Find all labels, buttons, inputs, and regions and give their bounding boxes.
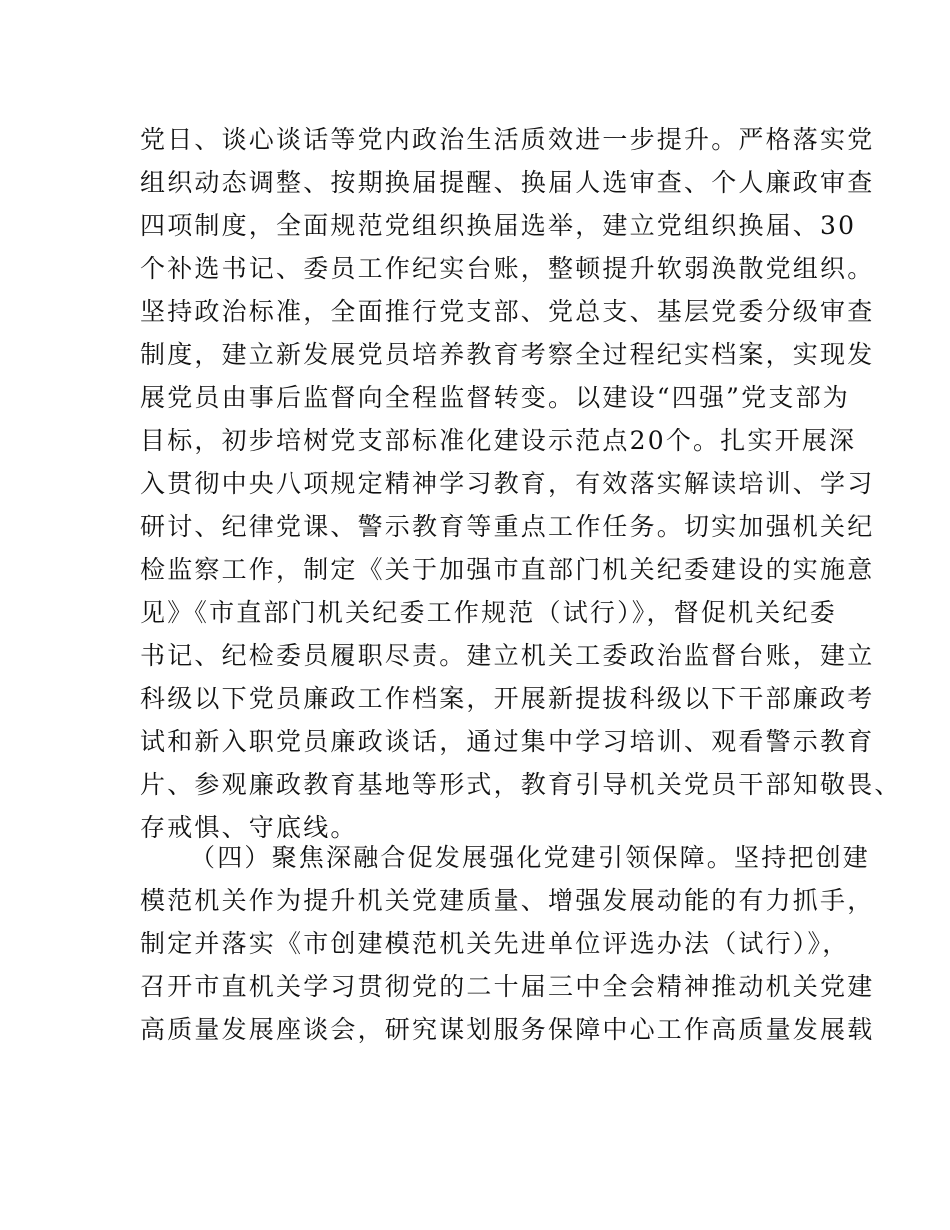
text-line: 高质量发展座谈会，研究谋划服务保障中心工作高质量发展载 [140,1015,875,1044]
text-line: 制度，建立新发展党员培养教育考察全过程纪实档案，实现发 [140,340,875,369]
text-line: 检监察工作，制定《关于加强市直部门机关纪委建设的实施意 [140,555,875,584]
text-line: 个补选书记、委员工作纪实台账，整顿提升软弱涣散党组织。 [140,254,875,283]
text-line: 入贯彻中央八项规定精神学习教育，有效落实解读培训、学习 [140,469,875,498]
text-line: 目标，初步培树党支部标准化建设示范点20个。扎实开展深 [140,426,857,455]
text-line: 组织动态调整、按期换届提醒、换届人选审查、个人廉政审查 [140,168,875,197]
paragraph-party-building-continued [140,118,902,849]
paragraph-section-four [140,836,875,1051]
text-line: 书记、纪检委员履职尽责。建立机关工委政治监督台账，建立 [140,641,875,670]
text-line: 科级以下党员廉政工作档案，开展新提拔科级以下干部廉政考 [140,684,875,713]
text-line: 党日、谈心谈话等党内政治生活质效进一步提升。严格落实党 [140,125,875,154]
text-line: 展党员由事后监督向全程监督转变。以建设“四强”党支部为 [140,383,850,412]
text-line: 试和新入职党员廉政谈话，通过集中学习培训、观看警示教育 [140,727,875,756]
text-line: 坚持政治标准，全面推行党支部、党总支、基层党委分级审查 [140,297,875,326]
text-line: 四项制度，全面规范党组织换届选举，建立党组织换届、30 [140,211,857,240]
text-line: 存戒惧、守底线。 [140,813,358,842]
section-heading-line: （四）聚焦深融合促发展强化党建引领保障。坚持把创建 [190,843,871,872]
text-line: 制定并落实《市创建模范机关先进单位评选办法（试行）》， [140,929,850,958]
text-line: 片、参观廉政教育基地等形式，教育引导机关党员干部知敬畏、 [140,770,902,799]
text-line: 见》《市直部门机关纪委工作规范（试行）》，督促机关纪委 [140,598,837,627]
text-line: 研讨、纪律党课、警示教育等重点工作任务。切实加强机关纪 [140,512,875,541]
text-line: 模范机关作为提升机关党建质量、增强发展动能的有力抓手， [140,886,875,915]
text-line: 召开市直机关学习贯彻党的二十届三中全会精神推动机关党建 [140,972,875,1001]
